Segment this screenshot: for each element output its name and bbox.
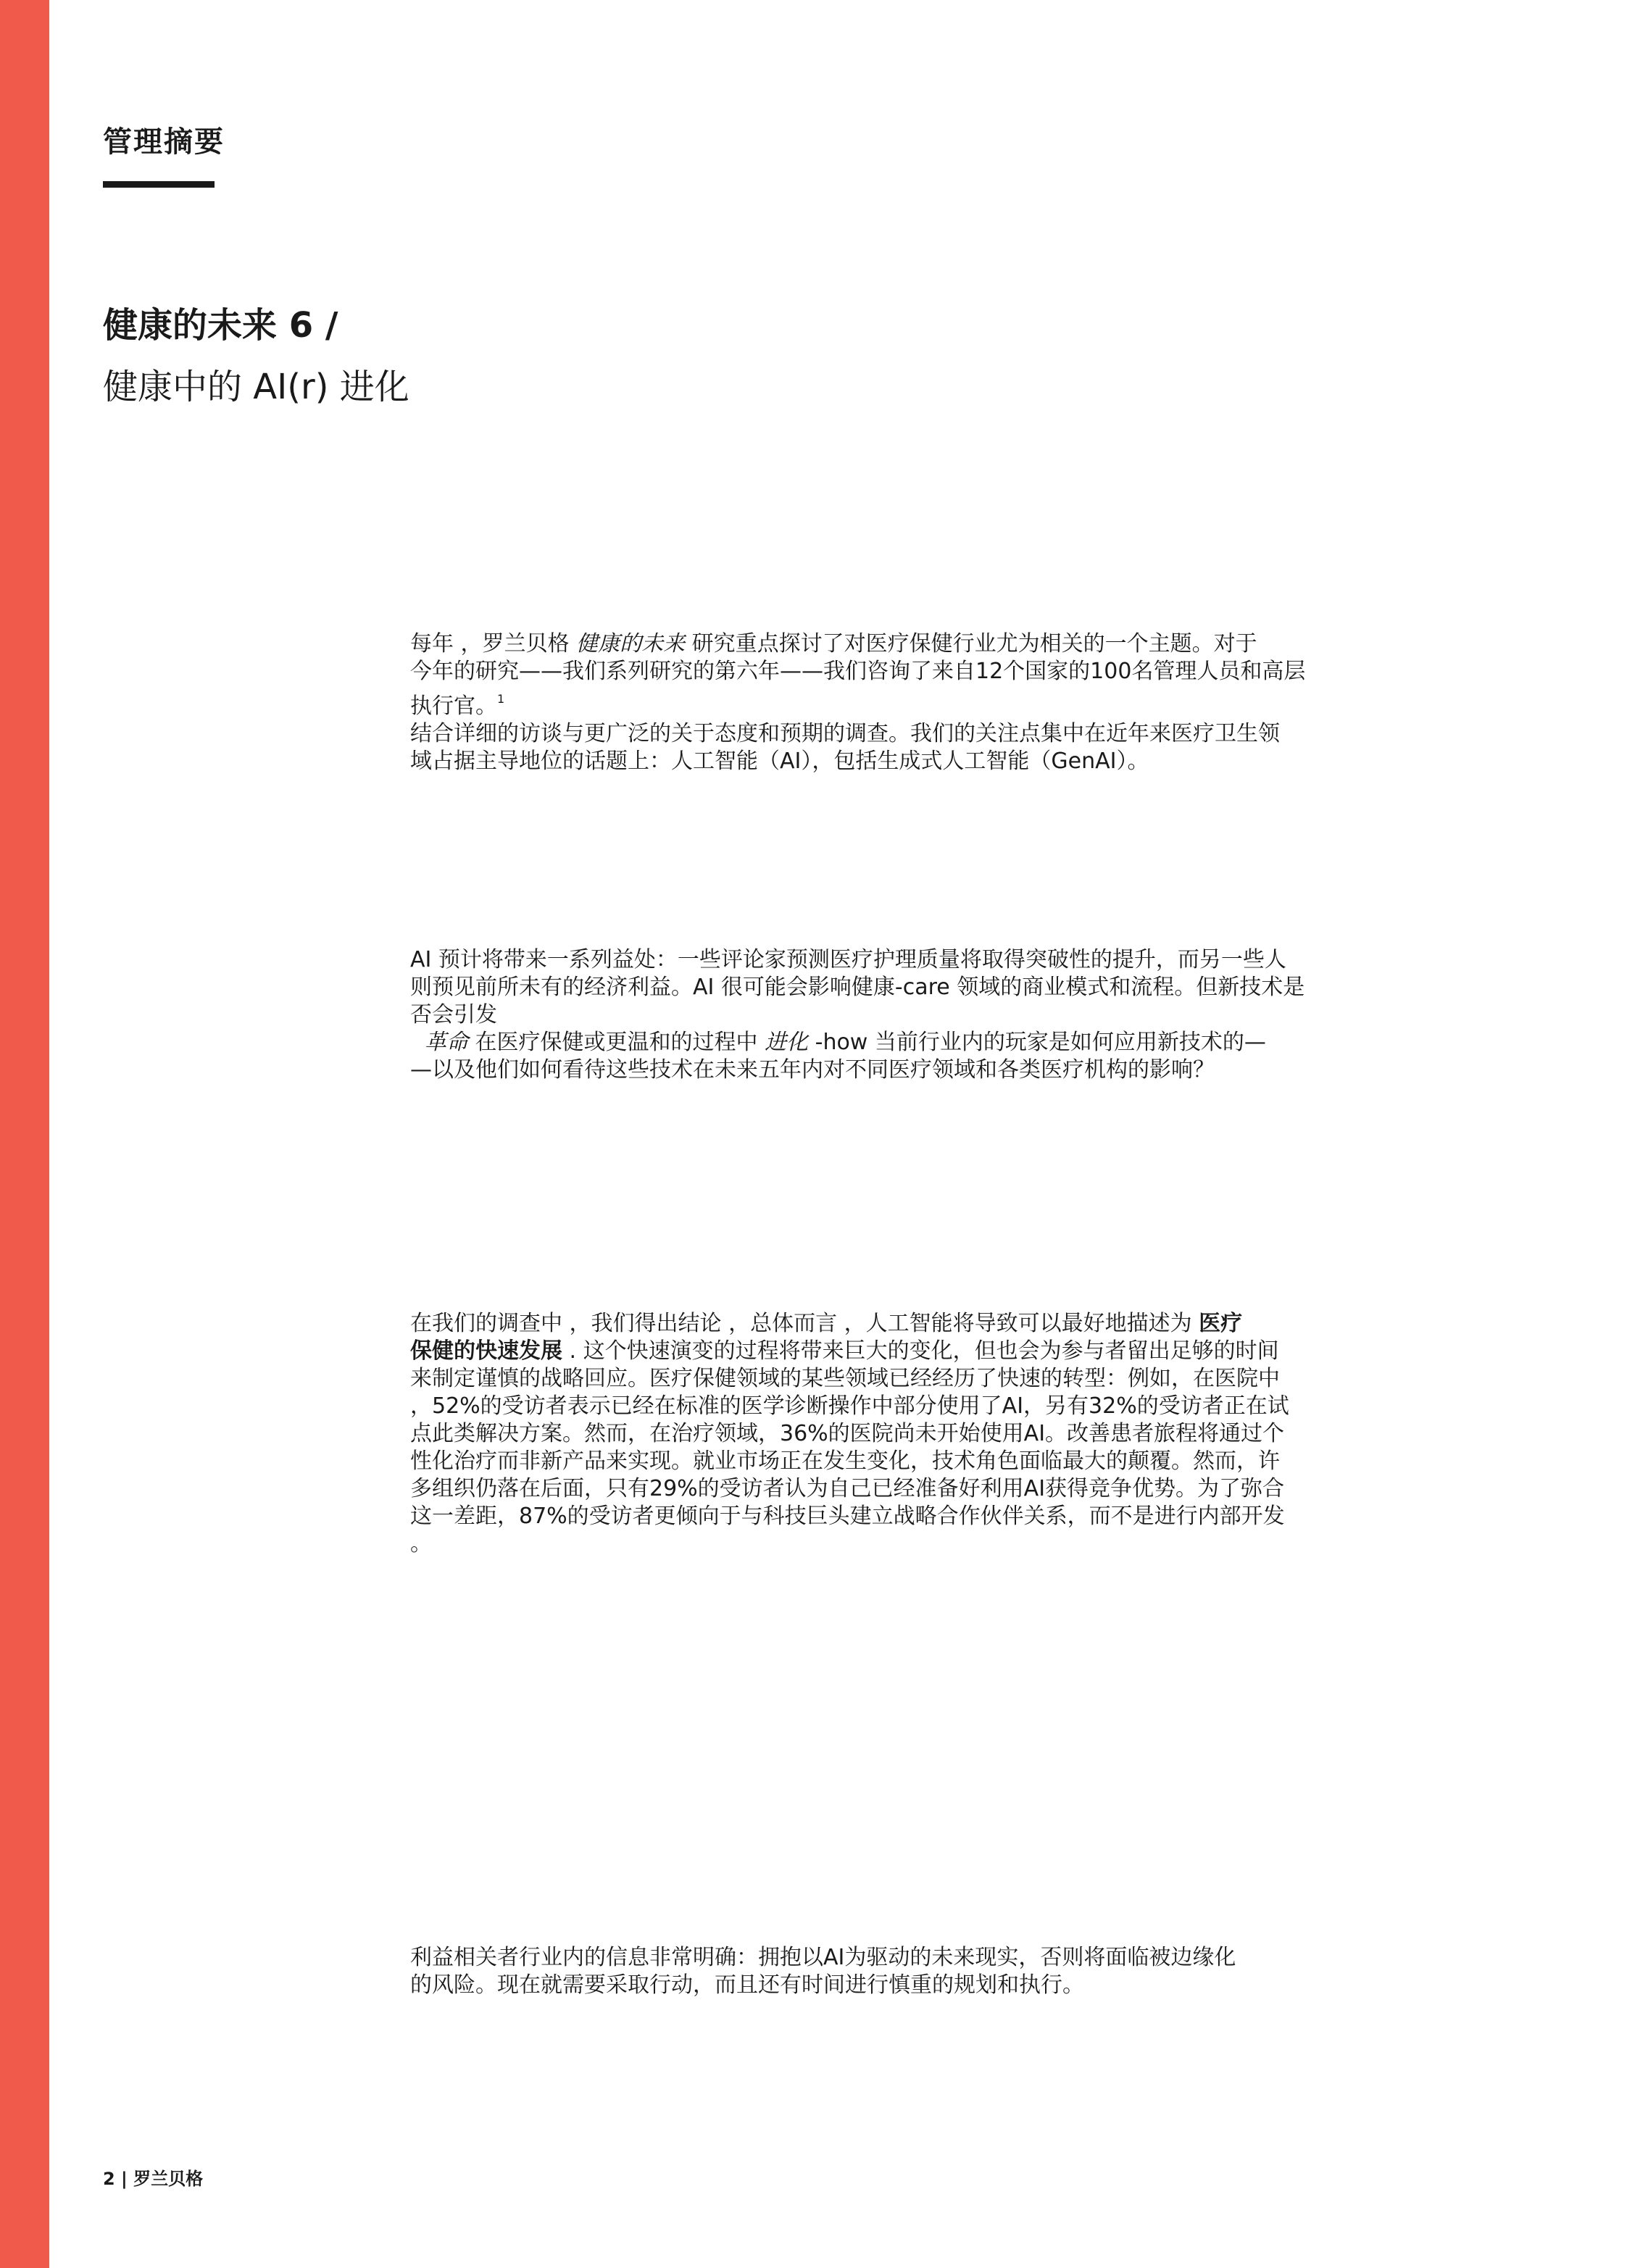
paragraph-line (410, 1310, 1289, 1338)
italic-evolution: 进化 (765, 1030, 809, 1055)
text-span: 执行官。 (410, 693, 497, 719)
paragraph-line: 来制定谨慎的战略回应。医疗保健领域的某些领域已经经历了快速的转型：例如，在医院中 (410, 1366, 1280, 1391)
paragraph-line: 点此类解决方案。然而，在治疗领域，36%的医院尚未开始使用AI。改善患者旅程将通过个 (410, 1421, 1285, 1446)
title-line-2: 健康中的 AI(r) 进化 (103, 367, 409, 407)
italic-study-name: 健康的未来 (576, 631, 686, 656)
section-label: 管理摘要 (103, 125, 225, 159)
paragraph-line: —以及他们如何看待这些技术在未来五年内对不同医疗领域和各类医疗机构的影响？ (410, 1057, 1215, 1083)
accent-sidebar (0, 0, 49, 2268)
paragraph-benefits (410, 946, 1304, 1084)
paragraph-line: AI 预计将带来一系列益处：一些评论家预测医疗护理质量将取得突破性的提升，而另一些人 (410, 947, 1286, 972)
paragraph-line: ，52%的受访者表示已经在标准的医学诊断操作中部分使用了AI，另有32%的受访者正在试 (410, 1393, 1289, 1419)
paragraph-line: 性化治疗而非新产品来实现。就业市场正在发生变化，技术角色面临最大的颠覆。然而，许 (410, 1448, 1280, 1474)
paragraph-line: 结合详细的访谈与更广泛的关于态度和预期的调查。我们的关注点集中在近年来医疗卫生领 (410, 721, 1280, 746)
paragraph-line: 多组织仍落在后面，只有29%的受访者认为自己已经准备好利用AI获得竞争优势。为了弥合 (410, 1476, 1285, 1501)
paragraph-line: 的风险。现在就需要采取行动，而且还有时间进行慎重的规划和执行。 (410, 1972, 1084, 1998)
paragraph-line (410, 1029, 1304, 1056)
paragraph-line (410, 685, 1305, 720)
paragraph-line: 则预见前所未有的经济利益。AI 很可能会影响健康-care 领域的商业模式和流程。但新技术是 (410, 975, 1305, 1000)
paragraph-line: 利益相关者行业内的信息非常明确：拥抱以AI为驱动的未来现实，否则将面临被边缘化 (410, 1945, 1236, 1970)
text-span: 在我们的调查中 ，我们得出结论 ，总体而言 ，人工智能将导致可以最好地描述为 (410, 1311, 1199, 1336)
text-span: 每年 ，罗兰贝格 (410, 631, 577, 656)
paragraph-line: 。 (410, 1531, 432, 1556)
text-span: 在医疗保健或更温和的过程中 (468, 1030, 765, 1055)
paragraph-line (410, 630, 1305, 658)
page-footer: 2 | 罗兰贝格 (103, 2169, 204, 2189)
section-underline (103, 181, 215, 188)
paragraph-line: 今年的研究——我们系列研究的第六年——我们咨询了来自12个国家的100名管理人员和高层 (410, 659, 1306, 684)
paragraph-intro (410, 630, 1305, 775)
paragraph-line: 这一差距，87%的受访者更倾向于与科技巨头建立战略合作伙伴关系，而不是进行内部开发 (410, 1504, 1285, 1529)
bold-highlight: 医疗 (1199, 1311, 1243, 1336)
paragraph-conclusion (410, 1944, 1236, 1999)
paragraph-line: 域占据主导地位的话题上：人工智能（AI），包括生成式人工智能（GenAI）。 (410, 749, 1149, 774)
text-span: -how 当前行业内的玩家是如何应用新技术的— (808, 1030, 1266, 1055)
footnote-marker: 1 (497, 692, 505, 706)
text-span: 研究重点探讨了对医疗保健行业尤为相关的一个主题。对于 (685, 631, 1257, 656)
text-span: . 这个快速演变的过程将带来巨大的变化，但也会为参与者留出足够的时间 (562, 1338, 1279, 1364)
title-line-1: 健康的未来 6 / (103, 305, 338, 346)
paragraph-line (410, 1338, 1289, 1365)
paragraph-line: 否会引发 (410, 1002, 497, 1027)
italic-revolution: 革命 (425, 1030, 468, 1055)
bold-highlight: 保健的快速发展 (410, 1338, 562, 1364)
paragraph-findings (410, 1310, 1289, 1558)
